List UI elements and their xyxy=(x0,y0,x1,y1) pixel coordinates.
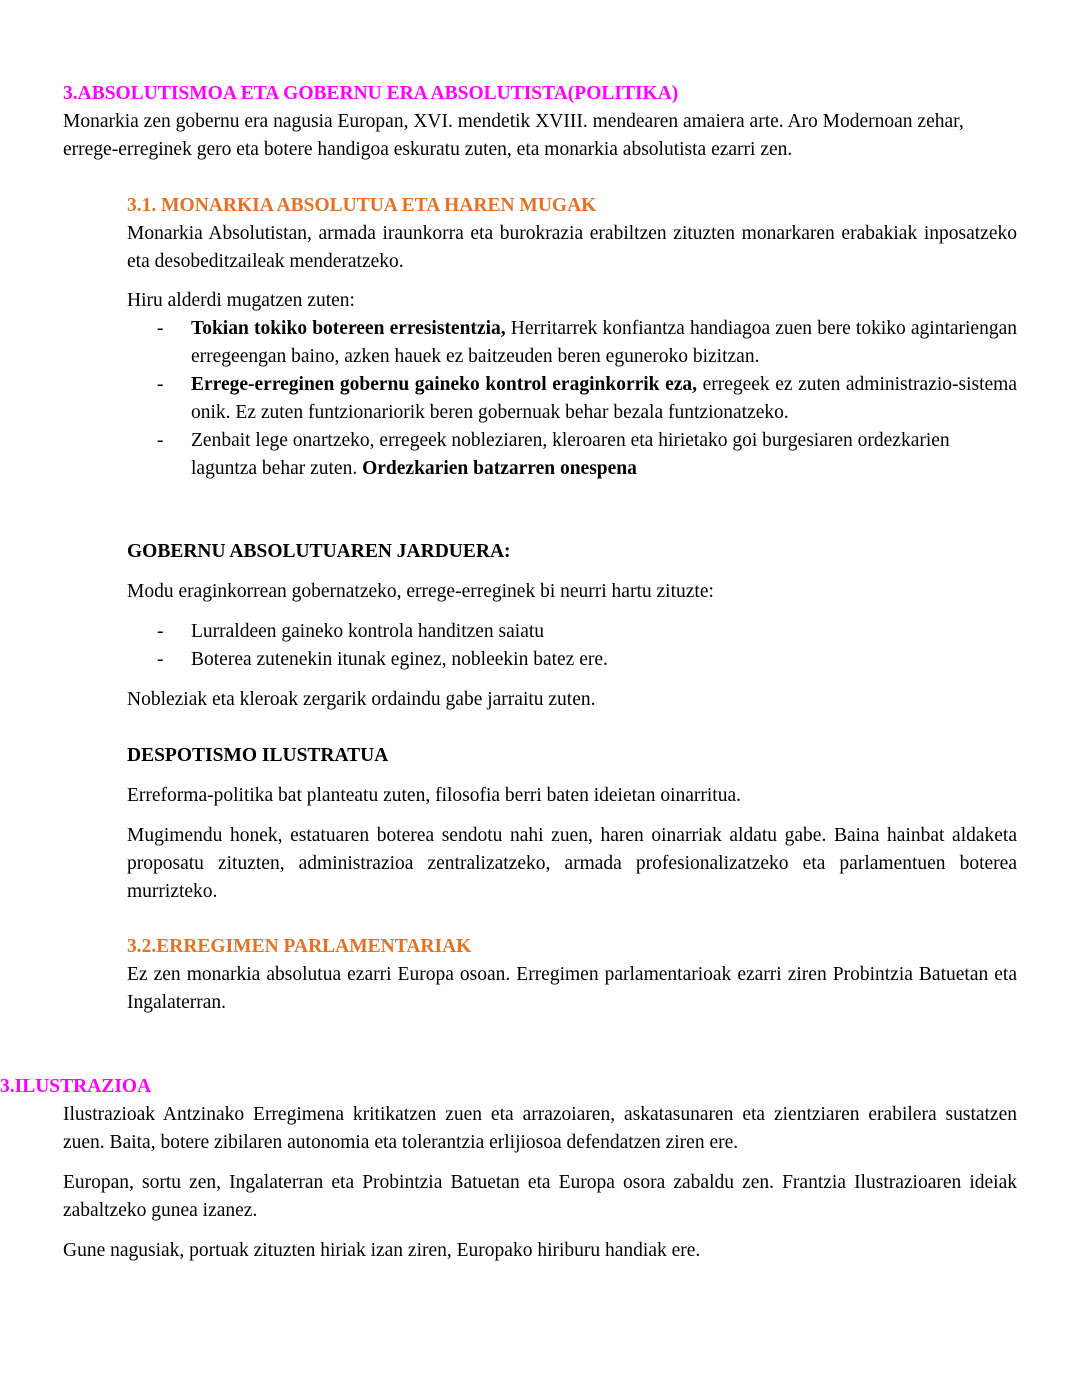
section-3-block xyxy=(63,80,1017,164)
enlightenment-heading: 3.ILUSTRAZIOA xyxy=(0,1076,152,1097)
limits-block xyxy=(127,287,1017,483)
list-dash: - xyxy=(157,621,164,642)
government-activity-heading: GOBERNU ABSOLUTUAREN JARDUERA: xyxy=(127,541,511,562)
list-item-text: Lurraldeen gaineko kontrola handitzen saiatu xyxy=(191,621,545,642)
list-item-bold: Ordezkarien batzarren onespena xyxy=(362,458,637,479)
subsection-3-1-block xyxy=(127,192,1017,276)
list-item xyxy=(127,315,1017,371)
section-3-intro: Monarkia zen gobernu era nagusia Europan, XVI. mendetik XVIII. mendearen amaiera arte. Aro Modernoan zehar, errege-erreginek gero eta botere handigoa eskuratu zuten, eta monarkia absolutista ezarri zen. xyxy=(63,111,964,160)
list-item xyxy=(127,646,1017,674)
subsection-3-2-heading: 3.2.ERREGIMEN PARLAMENTARIAK xyxy=(127,936,472,957)
despotism-paragraph-1: Erreforma-politika bat planteatu zuten, filosofia berri baten ideietan oinarritua. xyxy=(127,785,741,806)
government-measures-list xyxy=(127,618,1017,674)
limits-list xyxy=(127,315,1017,483)
subsection-3-1-paragraph: Monarkia Absolutistan, armada iraunkorra eta burokrazia erabiltzen zituzten monarkaren erabakiak inposatzeko eta desobeditzaileak menderatzeko. xyxy=(127,223,1017,272)
government-activity-lead: Modu eraginkorrean gobernatzeko, errege-erreginek bi neurri hartu zituzte: xyxy=(127,581,714,602)
list-item xyxy=(127,371,1017,427)
limits-lead: Hiru alderdi mugatzen zuten: xyxy=(127,290,355,311)
list-item-text: Zenbait lege onartzeko, erregeek nobleziaren, kleroaren eta hirietako goi burgesiaren ordezkarien laguntza behar zuten. xyxy=(191,430,950,479)
enlightenment-block xyxy=(0,1073,1017,1265)
subsection-3-2-block xyxy=(127,933,1017,1017)
section-3-heading: 3.ABSOLUTISMOA ETA GOBERNU ERA ABSOLUTISTA(POLITIKA) xyxy=(63,83,679,104)
government-activity-block xyxy=(127,538,1017,714)
despotism-heading: DESPOTISMO ILUSTRATUA xyxy=(127,745,389,766)
despotism-block xyxy=(127,742,1017,906)
list-item-text: Herritarrek konfiantza handiagoa zuen bere tokiko agintariengan erregeengan baino, azken hauek ez baitzeuden beren eguneroko bizitzan. xyxy=(191,318,1017,367)
enlightenment-paragraph-1: Ilustrazioak Antzinako Erregimena kritikatzen zuen eta arrazoiaren, askatasunaren eta zientziaren erabilera sustatzen zuen. Baita, botere zibilaren autonomia eta tolerantzia erlijiosoa defendatzen ziren ere. xyxy=(63,1104,1017,1153)
list-dash: - xyxy=(157,374,164,395)
list-item xyxy=(127,427,1017,483)
list-dash: - xyxy=(157,649,164,670)
list-dash: - xyxy=(157,430,164,451)
list-dash: - xyxy=(157,318,164,339)
enlightenment-paragraph-3: Gune nagusiak, portuak zituzten hiriak izan ziren, Europako hiriburu handiak ere. xyxy=(63,1240,701,1261)
list-item-bold: Tokian tokiko botereen erresistentzia, xyxy=(191,318,506,339)
subsection-3-2-paragraph: Ez zen monarkia absolutua ezarri Europa osoan. Erregimen parlamentarioak ezarri ziren Probintzia Batuetan eta Ingalaterran. xyxy=(127,964,1017,1013)
enlightenment-paragraph-2: Europan, sortu zen, Ingalaterran eta Probintzia Batuetan eta Europa osora zabaldu zen. Frantzia Ilustrazioaren ideiak zabaltzeko gunea izanez. xyxy=(63,1172,1017,1221)
despotism-paragraph-2: Mugimendu honek, estatuaren boterea sendotu nahi zuen, haren oinarriak aldatu gabe. Baina hainbat aldaketa proposatu zituzten, administrazioa zentralizatzeko, armada profesionalizatzeko eta parlamentuen boterea murrizteko. xyxy=(127,825,1017,902)
list-item-bold: Errege-erreginen gobernu gaineko kontrol eraginkorrik eza, xyxy=(191,374,698,395)
list-item-text: erregeek ez zuten administrazio-sistema onik. Ez zuten funtzionariorik beren gobernuak behar bezala funtzionatzeko. xyxy=(191,374,1017,423)
subsection-3-1-heading: 3.1. MONARKIA ABSOLUTUA ETA HAREN MUGAK xyxy=(127,195,597,216)
list-item xyxy=(127,618,1017,646)
government-activity-closing: Nobleziak eta kleroak zergarik ordaindu gabe jarraitu zuten. xyxy=(127,689,596,710)
list-item-text: Boterea zutenekin itunak eginez, nobleekin batez ere. xyxy=(191,649,608,670)
